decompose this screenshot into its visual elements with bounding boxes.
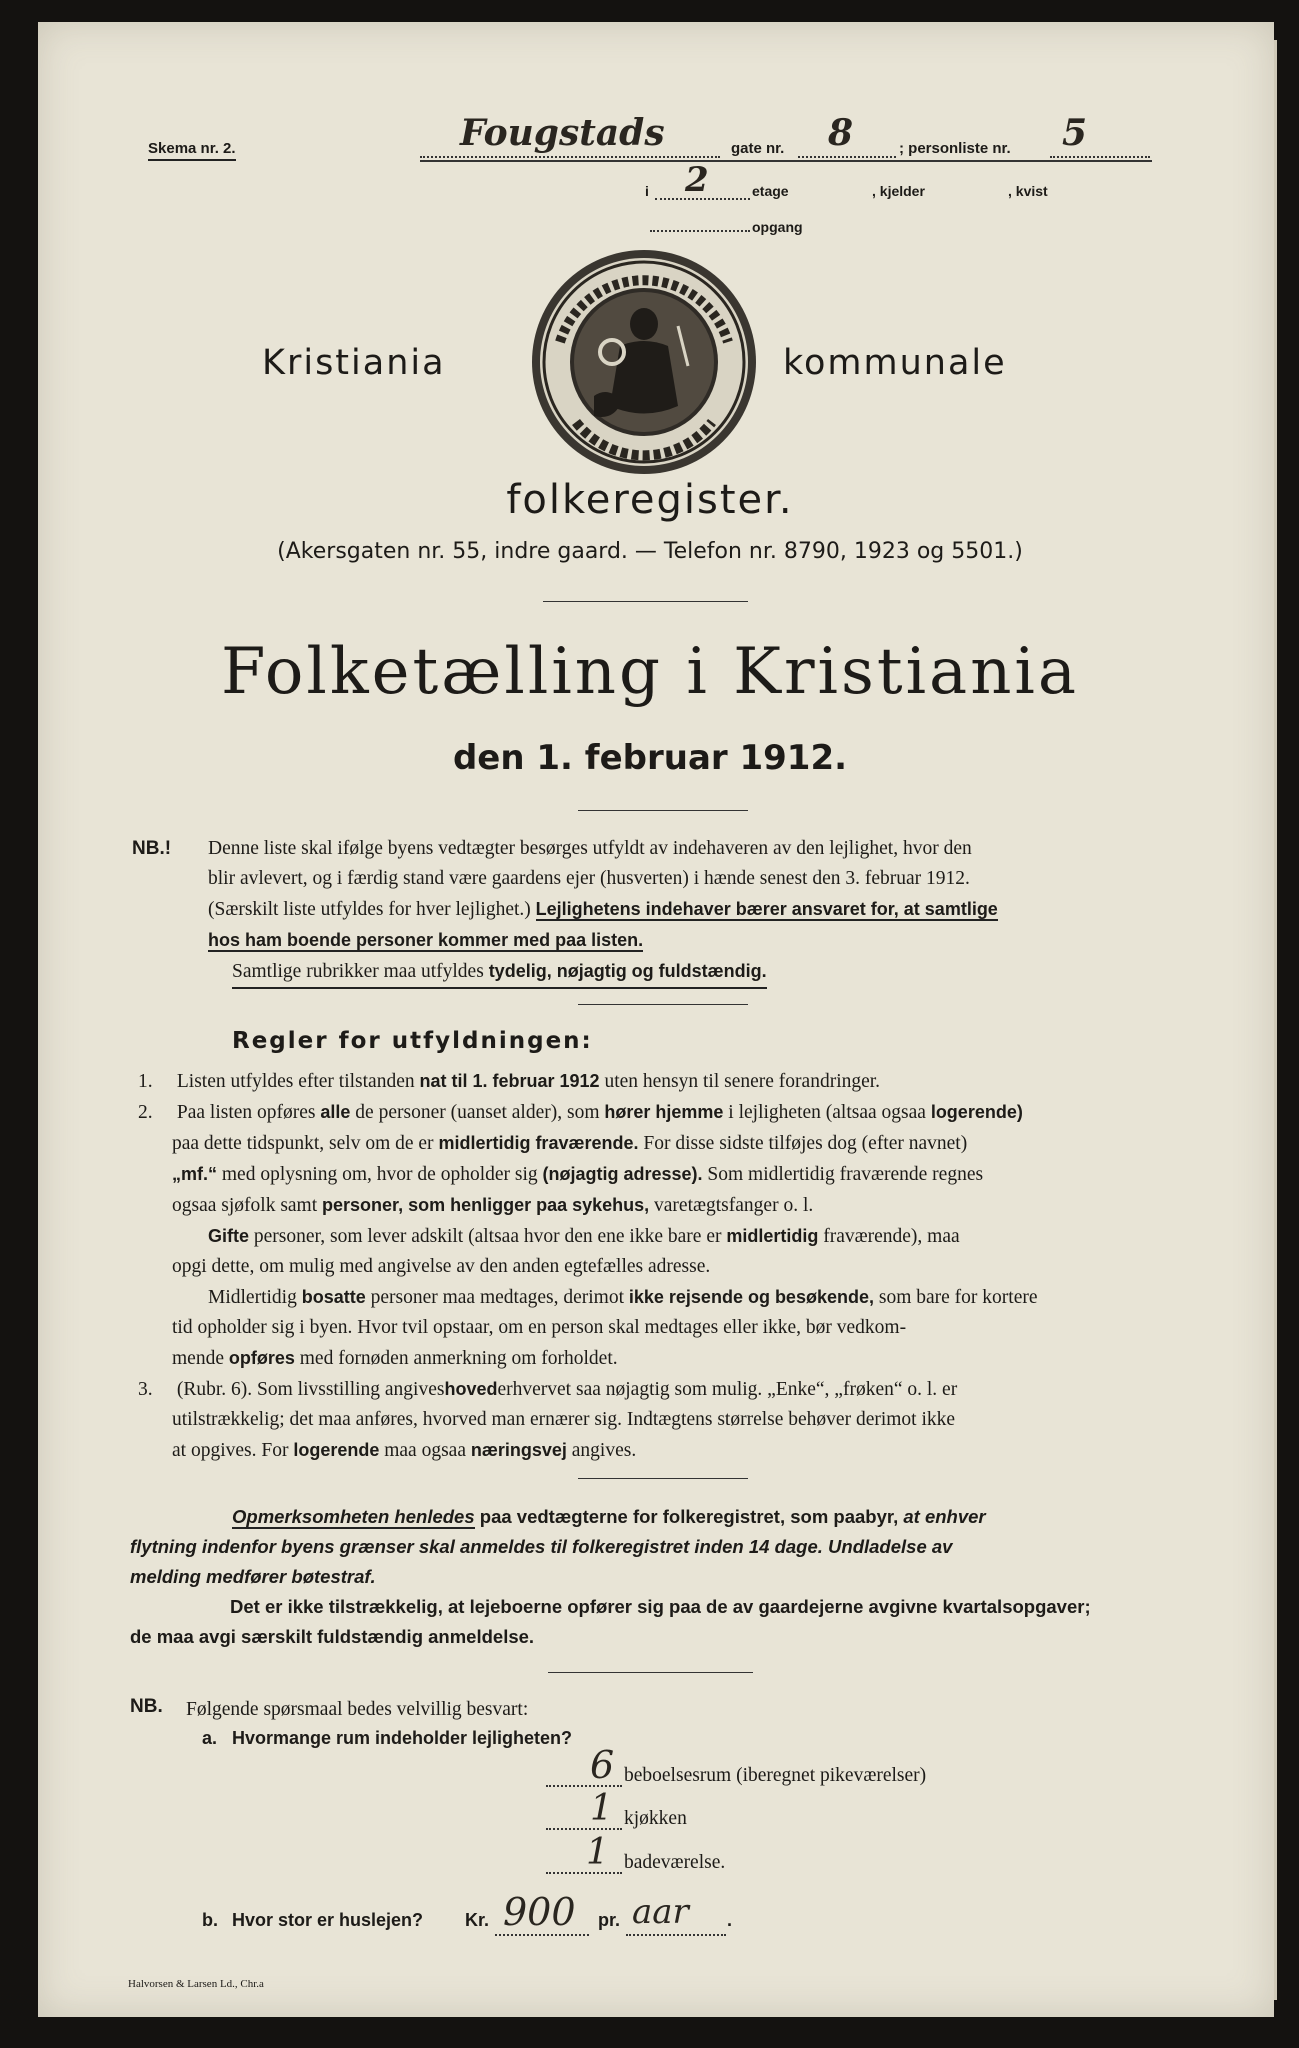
notice-line-3: melding medfører bøtestraf. bbox=[130, 1566, 376, 1587]
census-date: den 1. februar 1912. bbox=[452, 738, 848, 778]
divider-1 bbox=[543, 601, 748, 602]
rule-2-l5b: personer, som lever adskilt (altsaa hvor den ene ikke bare er bbox=[253, 1226, 722, 1247]
rule-1-text-a: Listen utfyldes efter tilstanden bbox=[176, 1071, 415, 1092]
kommunale-word: kommunale bbox=[783, 343, 1007, 383]
rule-2-l4a: ogsaa sjøfolk samt bbox=[172, 1195, 318, 1216]
skema-number: Skema nr. 2. bbox=[148, 140, 236, 161]
nb1-line-3a: (Særskilt liste utfyldes for hver lejlighet.) bbox=[208, 899, 531, 920]
rule-3-l3d: næringsvej bbox=[470, 1440, 567, 1460]
rule-3-l3b: logerende bbox=[293, 1440, 380, 1460]
rule-2-l1f: logerende) bbox=[930, 1102, 1023, 1122]
rule-2-l7b: bosatte bbox=[301, 1287, 366, 1307]
kitchen-value: 1 bbox=[590, 1788, 613, 1829]
opgang-label: opgang bbox=[752, 219, 803, 235]
divider-5 bbox=[548, 1672, 753, 1673]
rule-2-l1c: de personer (uanset alder), som bbox=[355, 1102, 600, 1123]
question-b-label: b. bbox=[202, 1910, 218, 1930]
rule-2-l1b: alle bbox=[320, 1102, 351, 1122]
rule-3-l1c: erhvervet saa nøjagtig som mulig. „Enke“, „frøken“ o. l. er bbox=[497, 1379, 958, 1400]
street-value: Fougstads bbox=[460, 112, 665, 154]
main-title: Folketælling i Kristiania bbox=[220, 635, 1080, 709]
rule-1-text-b: nat til 1. februar 1912 bbox=[419, 1071, 600, 1091]
rule-2-l7a: Midlertidig bbox=[208, 1287, 297, 1308]
rule-2-l4b: personer, som henligger paa sykehus, bbox=[322, 1195, 650, 1215]
rule-2-l5c: midlertidig bbox=[726, 1226, 819, 1246]
divider-2 bbox=[578, 810, 748, 811]
question-b-text: Hvor stor er huslejen? bbox=[232, 1910, 424, 1930]
questions-intro: Følgende spørsmaal bedes velvillig besvart: bbox=[186, 1699, 529, 1720]
rule-2-l2c: For disse sidste tilføjes dog (efter navnet) bbox=[643, 1133, 968, 1154]
nb1-line-2: blir avlevert, og i færdig stand være gaardens ejer (husverten) i hænde senest den 3. februar 1912. bbox=[208, 868, 970, 889]
rule-2-line-7 bbox=[138, 1282, 1168, 1313]
rule-2-line-6: opgi dette, om mulig med angivelse av den anden egtefælles adresse. bbox=[172, 1256, 711, 1277]
rule-3-l1a: (Rubr. 6). Som livsstilling angives bbox=[176, 1379, 445, 1400]
rule-2-l7e: som bare for kortere bbox=[878, 1287, 1038, 1308]
kitchen-label: kjøkken bbox=[624, 1808, 687, 1829]
rule-2-l7c: personer maa medtages, derimot bbox=[370, 1287, 624, 1308]
rule-3-l3c: maa ogsaa bbox=[384, 1440, 466, 1461]
rule-2-l2b: midlertidig fraværende. bbox=[438, 1133, 639, 1153]
divider-4 bbox=[578, 1478, 748, 1479]
rule-2-number: 2. bbox=[138, 1102, 153, 1123]
notice-l1b: paa vedtægterne for folkeregistret, som paabyr, bbox=[479, 1506, 899, 1527]
questions-nb-label: NB. bbox=[130, 1696, 163, 1717]
rent-field[interactable] bbox=[495, 1890, 589, 1936]
etage-label: etage bbox=[752, 183, 789, 199]
printer-imprint: Halvorsen & Larsen Ld., Chr.a bbox=[128, 1978, 264, 1990]
notice-line-1 bbox=[130, 1502, 1170, 1532]
rules-heading: Regler for utfyldningen: bbox=[232, 1028, 593, 1054]
period-end: . bbox=[727, 1910, 733, 1930]
rent-value: 900 bbox=[503, 1890, 576, 1934]
rule-1 bbox=[138, 1066, 1168, 1097]
pr-label: pr. bbox=[598, 1910, 621, 1930]
bath-label: badeværelse. bbox=[624, 1852, 726, 1873]
notice-line-5: de maa avgi særskilt fuldstændig anmeldelse. bbox=[130, 1626, 535, 1647]
rule-3-line-2: utilstrækkelig; det maa anføres, hvorved man ernærer sig. Indtægtens størrelse behøver derimot ikke bbox=[172, 1409, 956, 1430]
nb1-line-3 bbox=[208, 894, 1163, 925]
gate-label: gate nr. bbox=[731, 140, 785, 157]
rooms-label: beboelsesrum (iberegnet pikeværelser) bbox=[624, 1765, 927, 1786]
question-a-label: a. bbox=[202, 1728, 218, 1748]
rule-2-l3b: med oplysning om, hvor de opholder sig bbox=[221, 1164, 538, 1185]
rule-2-line-3 bbox=[138, 1159, 1168, 1190]
rule-3-line-3 bbox=[138, 1435, 1168, 1466]
rule-1-number: 1. bbox=[138, 1071, 153, 1092]
kristiania-word: Kristiania bbox=[262, 343, 446, 383]
rule-3-l3a: at opgives. For bbox=[172, 1440, 289, 1461]
kr-label: Kr. bbox=[465, 1910, 490, 1930]
kitchen-field[interactable] bbox=[546, 1790, 622, 1830]
folkeregister-title: folkeregister. bbox=[506, 477, 794, 523]
rule-3-l1b: hoved bbox=[444, 1379, 498, 1399]
rule-2-l1d: hører hjemme bbox=[604, 1102, 724, 1122]
rule-2-l5a: Gifte bbox=[208, 1226, 250, 1246]
office-address: (Akersgaten nr. 55, indre gaard. — Telefon nr. 8790, 1923 og 5501.) bbox=[277, 539, 1023, 564]
period-value: aar bbox=[632, 1892, 689, 1932]
personliste-number-value: 5 bbox=[1062, 112, 1088, 154]
nb1-line-5b: tydelig, nøjagtig og fuldstændig. bbox=[488, 961, 767, 981]
rule-2-line-1 bbox=[138, 1097, 1168, 1128]
gate-number-field[interactable] bbox=[798, 112, 896, 158]
nb1-label: NB.! bbox=[132, 838, 172, 859]
rule-2-line-5 bbox=[138, 1221, 1168, 1252]
opgang-field[interactable] bbox=[650, 228, 750, 232]
bath-field[interactable] bbox=[546, 1834, 622, 1874]
rule-2-l7d: ikke rejsende og besøkende, bbox=[628, 1287, 874, 1307]
divider-3 bbox=[578, 1004, 748, 1005]
notice-l1a: Opmerksomheten henledes bbox=[232, 1506, 475, 1527]
rule-2-l3d: Som midlertidig fraværende regnes bbox=[707, 1164, 984, 1185]
personliste-label: ; personliste nr. bbox=[899, 140, 1011, 157]
rule-2-l2a: paa dette tidspunkt, selv om de er bbox=[172, 1133, 434, 1154]
bath-value: 1 bbox=[586, 1832, 609, 1873]
rule-2-l5d: fraværende), maa bbox=[823, 1226, 960, 1247]
notice-block bbox=[130, 1502, 1170, 1652]
header-underline bbox=[420, 160, 1152, 162]
kvist-label: , kvist bbox=[1008, 183, 1048, 199]
period-field[interactable] bbox=[626, 1894, 726, 1936]
rule-3-l3e: angives. bbox=[571, 1440, 637, 1461]
rule-2-l3c: (nøjagtig adresse). bbox=[542, 1164, 703, 1184]
nb1-paragraph bbox=[208, 834, 1163, 989]
notice-line-2: flytning indenfor byens grænser skal anmeldes til folkeregistret inden 14 dage. Undladelse av bbox=[130, 1536, 953, 1557]
kjelder-label: , kjelder bbox=[872, 183, 925, 199]
rooms-field[interactable] bbox=[546, 1745, 622, 1787]
street-field[interactable] bbox=[420, 112, 720, 158]
gate-number-value: 8 bbox=[828, 112, 854, 154]
nb1-line-5 bbox=[232, 956, 767, 989]
rule-2-line-8: tid opholder sig i byen. Hvor tvil opstaar, om en person skal medtages eller ikke, bør vedkom- bbox=[172, 1317, 907, 1338]
rule-3-line-1 bbox=[138, 1374, 1168, 1405]
nb1-line-4-text: hos ham boende personer kommer med paa listen. bbox=[208, 930, 644, 950]
i-label: i bbox=[645, 183, 649, 199]
nb1-line-5a: Samtlige rubrikker maa utfyldes bbox=[232, 961, 484, 982]
etage-value: 2 bbox=[685, 160, 709, 200]
nb1-line-4 bbox=[208, 925, 1163, 956]
rule-2-line-9 bbox=[138, 1343, 1168, 1374]
rule-2-line-4 bbox=[138, 1190, 1168, 1221]
rule-2-l9a: mende bbox=[172, 1348, 224, 1369]
rule-2-l9b: opføres bbox=[228, 1348, 295, 1368]
rooms-value: 6 bbox=[590, 1743, 615, 1787]
rules-list bbox=[138, 1066, 1168, 1466]
rule-2-l1a: Paa listen opføres bbox=[176, 1102, 316, 1123]
notice-line-4: Det er ikke tilstrækkelig, at lejeboerne opfører sig paa de av gaardejerne avgivne kvartalsopgaver; bbox=[230, 1596, 1091, 1617]
etage-field[interactable] bbox=[655, 160, 750, 200]
kristiania-seal bbox=[528, 246, 760, 478]
rule-2-line-2 bbox=[138, 1128, 1168, 1159]
personliste-number-field[interactable] bbox=[1050, 112, 1150, 158]
rule-2-l9c: med fornøden anmerkning om forholdet. bbox=[299, 1348, 618, 1369]
rule-1-text-c: uten hensyn til senere forandringer. bbox=[604, 1071, 881, 1092]
question-a-text: Hvormange rum indeholder lejligheten? bbox=[232, 1728, 573, 1748]
nb1-line-1: Denne liste skal ifølge byens vedtægter besørges utfyldt av indehaveren av den lejlighet, hvor den bbox=[208, 838, 972, 859]
notice-l1c: at enhver bbox=[903, 1506, 986, 1527]
nb1-line-3b: Lejlighetens indehaver bærer ansvaret for, at samtlige bbox=[535, 899, 998, 919]
rule-3-number: 3. bbox=[138, 1379, 153, 1400]
rule-2-l3a: „mf.“ bbox=[172, 1164, 217, 1184]
rule-2-l1e: i lejligheten (altsaa ogsaa bbox=[728, 1102, 926, 1123]
rule-2-l4c: varetægtsfanger o. l. bbox=[654, 1195, 814, 1216]
